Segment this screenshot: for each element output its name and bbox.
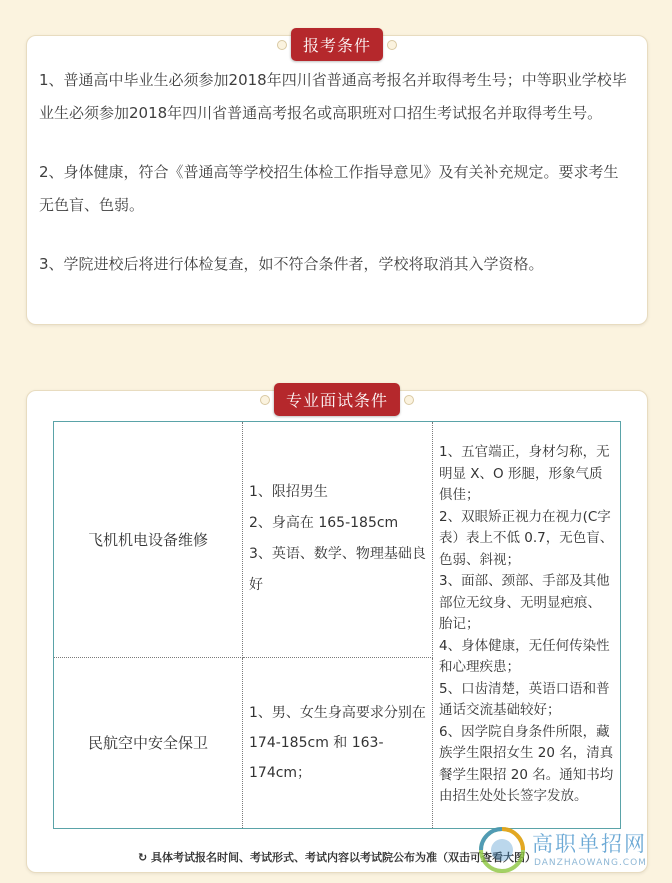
shared-requirement-line: 6、因学院自身条件所限，藏族学生限招女生 20 名，清真餐学生限招 20 名。通知书均由招生处处长签字发放。 bbox=[439, 723, 614, 805]
requirement-line: 1、限招男生 bbox=[249, 484, 328, 501]
condition-item-3: 3、学院进校后将进行体检复查，如不符合条件者，学校将取消其入学资格。 bbox=[39, 255, 544, 273]
major-requirements bbox=[243, 422, 433, 658]
shared-requirement-line: 2、双眼矫正视力在视力(C字表）表上不低 0.7，无色盲、色弱、斜视； bbox=[439, 508, 614, 568]
major-name: 民航空中安全保卫 bbox=[54, 657, 243, 828]
shared-requirement-line: 5、口齿清楚，英语口语和普通话交流基础较好； bbox=[439, 680, 610, 719]
section-title-interview-conditions: 专业面试条件 bbox=[274, 383, 400, 416]
requirement-line: 2、身高在 165-185cm bbox=[249, 515, 399, 532]
watermark-text: 高职单招网 bbox=[532, 832, 647, 856]
condition-item-1: 1、普通高中毕业生必须参加2018年四川省普通高考报名并取得考生号；中等职业学校毕业生必须参加2018年四川省普通高考报名或高职班对口招生考试报名并取得考生号。 bbox=[39, 71, 627, 122]
major-name: 飞机机电设备维修 bbox=[54, 422, 243, 658]
watermark-url: DANZHAOWANG.COM bbox=[534, 858, 647, 868]
shared-requirements bbox=[433, 422, 621, 829]
section-title-admission-conditions: 报考条件 bbox=[291, 28, 383, 61]
interview-conditions-card bbox=[26, 390, 648, 873]
shared-requirement-line: 4、身体健康，无任何传染性和心理疾患； bbox=[439, 637, 610, 676]
condition-item-2: 2、身体健康，符合《普通高等学校招生体检工作指导意见》及有关补充规定。要求考生无色盲、色弱。 bbox=[39, 163, 619, 214]
conditions-list bbox=[27, 36, 647, 281]
requirement-line: 3、英语、数学、物理基础良好 bbox=[249, 546, 426, 594]
admission-conditions-card bbox=[26, 35, 648, 325]
footnote-text: 具体考试报名时间、考试形式、考试内容以考试院公布为准（双击可查看大图） bbox=[151, 851, 537, 864]
shared-requirement-line: 3、面部、颈部、手部及其他部位无纹身、无明显疤痕、胎记； bbox=[439, 573, 610, 633]
major-requirements bbox=[243, 657, 433, 828]
requirement-line: 1、男、女生身高要求分别在 174-185cm 和 163-174cm； bbox=[249, 704, 426, 781]
watermark bbox=[478, 826, 668, 878]
refresh-icon: ↻ bbox=[137, 851, 148, 864]
shared-requirement-line: 1、五官端正，身材匀称，无明显 X、O 形腿，形象气质俱佳； bbox=[439, 444, 610, 504]
interview-requirements-table bbox=[53, 421, 621, 829]
site-logo-icon bbox=[478, 826, 526, 874]
table-row bbox=[54, 422, 621, 658]
